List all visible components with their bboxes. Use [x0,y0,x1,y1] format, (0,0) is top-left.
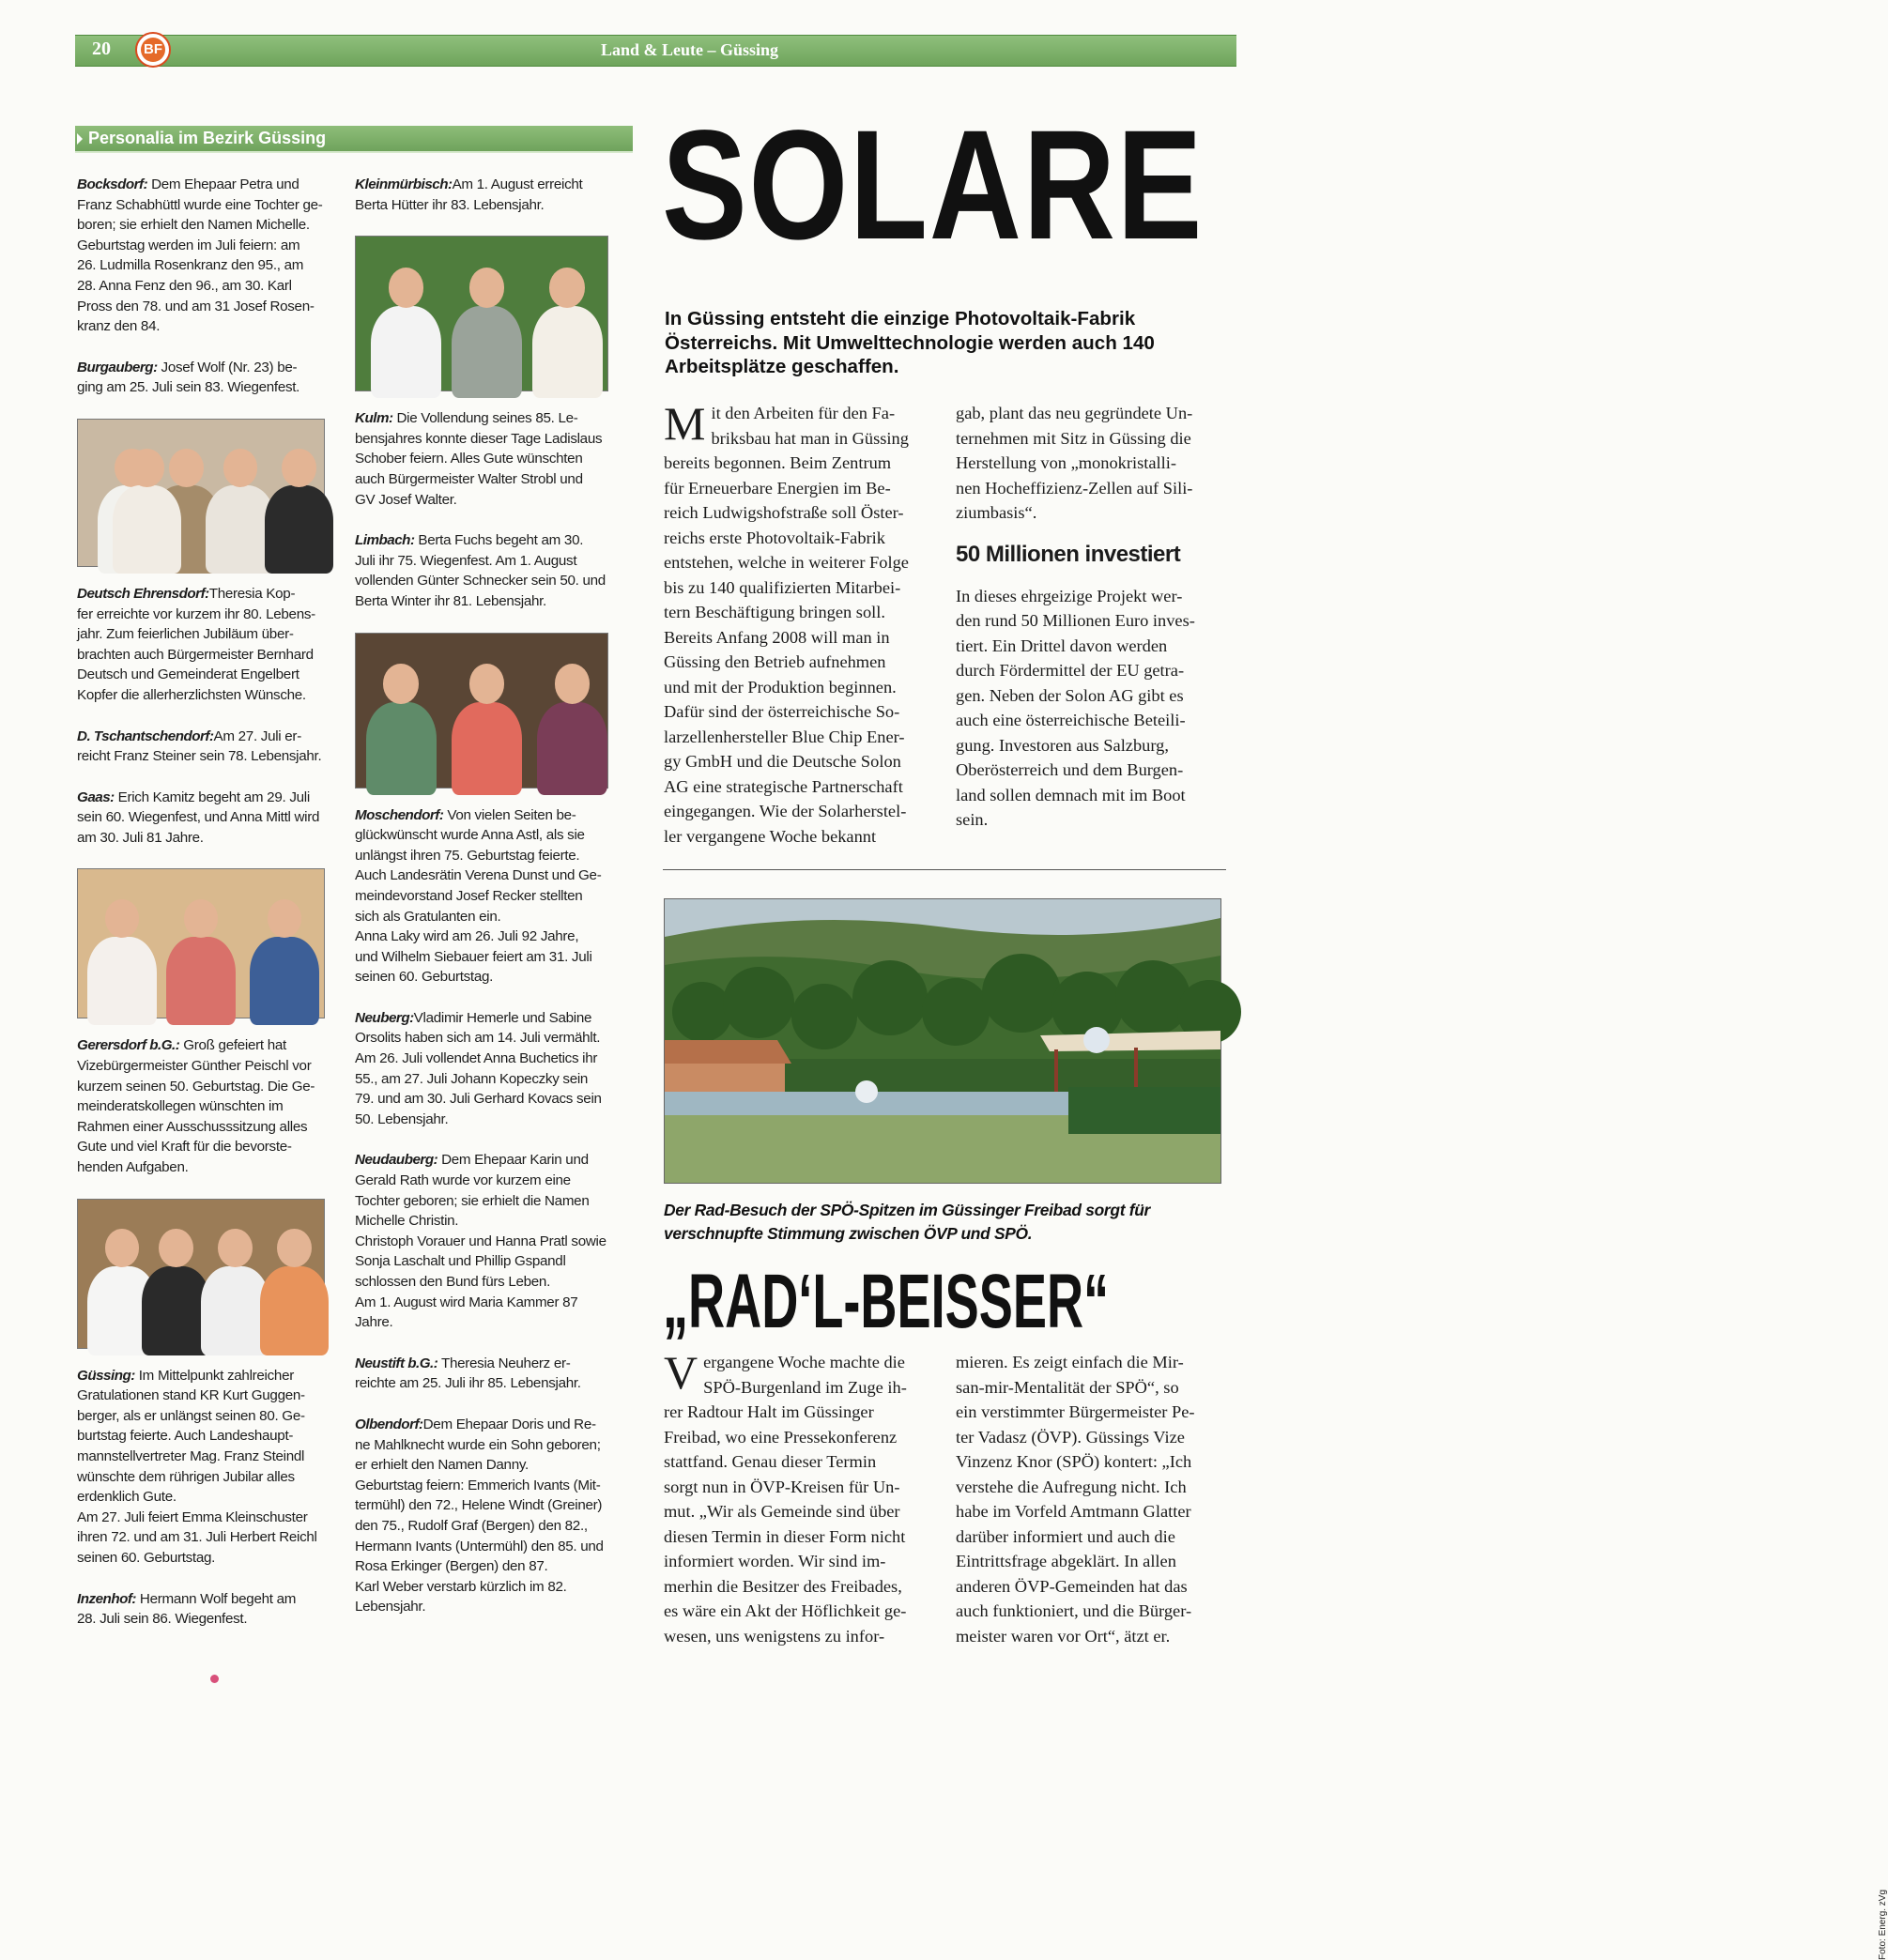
personalia-entry [77,358,325,398]
personalia-line: unlängst ihren 75. Geburtstag feierte. [355,847,580,864]
personalia-line: Neudauberg: Dem Ehepaar Karin und [355,1152,589,1169]
personalia-line: Gratulationen stand KR Kurt Guggen- [77,1387,305,1404]
personalia-line: D. Tschantschendorf:Am 27. Juli er- [77,727,301,744]
personalia-line: Kleinmürbisch:Am 1. August erreicht [355,176,583,192]
solar-line: nen Hocheffizienz-Zellen auf Sili- [956,478,1193,498]
solar-line: reichs erste Photovoltaik-Fabrik [664,528,885,547]
solar-column-1 [664,397,927,849]
radl-line: darüber informiert und auch die [956,1526,1175,1546]
radl-line: es wäre ein Akt der Höflichkeit ge- [664,1601,907,1620]
personalia-line: fer erreichte vor kurzem ihr 80. Lebens- [77,605,315,622]
personalia-line: mannstellvertreter Mag. Franz Steindl [77,1448,305,1464]
personalia-place: Limbach: [355,532,415,549]
personalia-entry [77,584,325,706]
personalia-column-2 [355,175,608,1638]
personalia-line: Güssing: Im Mittelpunkt zahlreicher [77,1367,294,1384]
personalia-line: meindevorstand Josef Recker stellten [355,887,583,904]
photo-person-head [169,449,204,487]
personalia-place: D. Tschantschendorf: [77,727,214,744]
personalia-line: Tochter geboren; sie erhielt die Namen [355,1192,590,1209]
photo-four-people [77,1199,325,1349]
personalia-place: Burgauberg: [77,359,158,375]
photo-person-head [549,268,585,308]
radl-line: ergangene Woche machte die [703,1353,905,1371]
radl-line: wesen, uns wenigstens zu infor- [664,1626,885,1646]
personalia-line: Olbendorf:Dem Ehepaar Doris und Re- [355,1416,596,1432]
photo-person-head [268,899,302,938]
radl-column-1-text [664,1346,927,1648]
solar-line: ler vergangene Woche bekannt [664,826,877,846]
solar-column-1-text [664,397,927,849]
solar-line: ziumbasis“. [956,503,1037,522]
personalia-line: 79. und am 30. Juli Gerhard Kovacs sein [355,1091,602,1108]
personalia-line: Am 26. Juli vollendet Anna Buchetics ihr [355,1050,598,1067]
photo-person [250,937,318,1026]
solar-line: sein. [956,810,989,829]
personalia-place: Neustift b.G.: [355,1355,438,1371]
photo-person-head [469,664,505,704]
solar-line: land sollen demnach mit im Boot [956,785,1186,804]
personalia-line: Bocksdorf: Dem Ehepaar Petra und [77,176,299,192]
personalia-line: Franz Schabhüttl wurde eine Tochter ge- [77,196,323,213]
personalia-line: Neuberg:Vladimir Hemerle und Sabine [355,1009,592,1026]
radl-line: Vinzenz Knor (SPÖ) kontert: „Ich [956,1452,1192,1471]
section-header-bar [75,35,1236,67]
bf-logo [135,32,171,68]
solar-line: Oberösterreich und dem Burgen- [956,760,1184,779]
personalia-place: Inzenhof: [77,1590,136,1607]
radl-line: mieren. Es zeigt einfach die Mir- [956,1353,1184,1371]
solar-line: reich Ludwigshofstraße soll Öster- [664,503,904,522]
photo-person [452,306,522,398]
radl-line: stattfand. Genau dieser Termin [664,1452,877,1471]
radl-line: diesen Termin in dieser Form nicht [664,1526,906,1546]
personalia-line: Gerald Rath wurde vor kurzem eine [355,1172,571,1189]
personalia-line: burtstag feierte. Auch Landeshaupt- [77,1428,294,1445]
pool-scene [665,899,1220,1183]
personalia-line: boren; sie erhielt den Namen Michelle. [77,217,310,234]
solar-line: Bereits Anfang 2008 will man in [664,627,890,647]
personalia-entry [77,175,325,337]
photo-person [532,306,603,398]
personalia-line: Hermann Ivants (Untermühl) den 85. und [355,1538,604,1554]
solar-line: it den Arbeiten für den Fa- [711,404,896,422]
personalia-line: Moschendorf: Von vielen Seiten be- [355,806,576,823]
personalia-line: wünschte dem rührigen Jubilar alles [77,1468,295,1485]
solar-headline: SOLARE [662,99,1205,272]
personalia-entry [355,1008,608,1130]
personalia-line: 28. Juli sein 86. Wiegenfest. [77,1611,248,1628]
solar-line: und mit der Produktion beginnen. [664,677,897,697]
personalia-title: Personalia im Bezirk Güssing [88,129,327,147]
solar-lead: In Güssing entsteht die einzige Photovoltaik-Fabrik Österreichs. Mit Umwelttechnologie werden auch 140 Arbeitsplätze geschaffen. [665,308,1155,378]
personalia-line: Kopfer die allerherzlichsten Wünsche. [77,686,306,703]
radl-line: mut. „Wir als Gemeinde sind über [664,1502,900,1521]
personalia-line: reicht Franz Steiner sein 78. Lebensjahr. [77,748,322,765]
photo-person [371,306,441,398]
personalia-line: Orsolits haben sich am 14. Juli vermählt. [355,1030,601,1047]
radl-headline: „RAD‘L-BEISSER“ [663,1259,1110,1344]
personalia-line: Neustift b.G.: Theresia Neuherz er- [355,1355,571,1371]
radl-line: ein verstimmter Bürgermeister Pe- [956,1402,1195,1421]
section-title: Land & Leute – Güssing [601,40,779,59]
photo-person-head [389,268,424,308]
solar-line: Herstellung von „monokristalli- [956,453,1176,472]
personalia-line: Kulm: Die Vollendung seines 85. Le- [355,410,578,427]
personalia-line: Auch Landesrätin Verena Dunst und Ge- [355,867,602,884]
radl-line: sorgt nun in ÖVP-Kreisen für Un- [664,1477,900,1496]
photo-person-head [218,1229,253,1267]
personalia-place: Neuberg: [355,1009,414,1026]
personalia-place: Deutsch Ehrensdorf: [77,585,209,602]
personalia-line: Michelle Christin. [355,1213,459,1230]
radl-line: rer Radtour Halt im Güssinger [664,1402,874,1421]
radl-dropcap: V [664,1346,698,1399]
photo-moschendorf [355,633,608,789]
personalia-line: ihren 72. und am 31. Juli Herbert Reichl [77,1529,317,1546]
solar-line: briksbau hat man in Güssing [711,428,909,448]
solar-column-2-text [956,401,1220,526]
photo-credit: Foto: Energ. zVg [1878,1889,1888,1960]
radl-line: ter Vadasz (ÖVP). Güssings Vize [956,1427,1185,1447]
photo-person [87,937,156,1026]
arrow-icon [77,133,83,145]
radl-line: informiert worden. Wir sind im- [664,1552,886,1570]
personalia-line: Christoph Vorauer und Hanna Pratl sowie [355,1233,606,1249]
personalia-line: Geburtstag werden im Juli feiern: am [77,237,300,253]
personalia-line: reichte am 25. Juli ihr 85. Lebensjahr. [355,1375,581,1392]
solar-dropcap: M [664,397,706,450]
personalia-column-1 [77,175,325,1650]
radl-line: san-mir-Mentalität der SPÖ“, so [956,1377,1179,1397]
personalia-place: Gerersdorf b.G.: [77,1037,180,1054]
personalia-line: vollenden Günter Schnecker sein 50. und [355,573,606,590]
photo-person [265,485,333,574]
personalia-line: Inzenhof: Hermann Wolf begeht am [77,1590,297,1607]
solar-line: gab, plant das neu gegründete Un- [956,404,1193,422]
personalia-line: Pross den 78. und am 31 Josef Rosen- [77,298,315,314]
personalia-entry [355,1354,608,1394]
personalia-line: 28. Anna Fenz den 96., am 30. Karl [77,277,292,294]
photo-person-head [277,1229,312,1267]
solar-line: AG eine strategische Partnerschaft [664,776,903,796]
radl-line: merhin die Besitzer des Freibades, [664,1576,902,1596]
solar-line: auch eine österreichische Beteili- [956,711,1186,729]
radl-line: verstehe die Aufregung nicht. Ich [956,1477,1187,1496]
personalia-line: am 30. Juli 81 Jahre. [77,829,204,846]
radl-column-2 [956,1350,1222,1648]
personalia-line: glückwünscht wurde Anna Astl, als sie [355,827,585,844]
photo-person [366,702,437,794]
personalia-line: seinen 60. Geburtstag. [77,1549,216,1566]
solar-line: gen. Neben der Solon AG gibt es [956,685,1184,705]
personalia-line: Gute und viel Kraft für die bevorste- [77,1139,292,1156]
personalia-line: sein 60. Wiegenfest, und Anna Mittl wird [77,809,320,826]
solar-column-2-text-b [956,584,1220,833]
personalia-line: Jahre. [355,1314,393,1331]
personalia-place: Kleinmürbisch: [355,176,453,192]
solar-line: Güssing den Betrieb aufnehmen [664,652,886,671]
solar-line: gy GmbH und die Deutsche Solon [664,752,901,771]
personalia-line: Anna Laky wird am 26. Juli 92 Jahre, [355,928,579,945]
personalia-line: Deutsch und Gemeinderat Engelbert [77,666,299,683]
personalia-line: termühl) den 72., Helene Windt (Greiner) [355,1497,603,1514]
personalia-entry [355,408,608,510]
personalia-line: 55., am 27. Juli Johann Kopeczky sein [355,1070,589,1087]
solar-line: den rund 50 Millionen Euro inves- [956,611,1195,630]
article-divider [663,869,1226,870]
personalia-line: er erhielt den Namen Danny. [355,1457,529,1474]
personalia-place: Güssing: [77,1367,135,1384]
personalia-line: Vizebürgermeister Günther Peischl vor [77,1058,312,1075]
photo-three-men [77,868,325,1018]
personalia-line: Limbach: Berta Fuchs begeht am 30. [355,532,584,549]
photo-person [113,485,181,574]
personalia-entry [355,805,608,988]
radl-line: anderen ÖVP-Gemeinden hat das [956,1576,1188,1596]
personalia-entry [355,530,608,611]
personalia-entry [77,1366,325,1569]
radl-line: auch funktioniert, und die Bürger- [956,1601,1192,1620]
photo-person-head [105,899,140,938]
personalia-line: Juli ihr 75. Wiegenfest. Am 1. August [355,552,577,569]
photo-person [166,937,235,1026]
personalia-line: jahr. Zum feierlichen Jubiläum über- [77,626,294,643]
personalia-place: Kulm: [355,410,393,427]
print-mark [210,1675,219,1683]
photo-person-head [159,1229,193,1267]
personalia-line: Am 27. Juli feiert Emma Kleinschuster [77,1508,308,1525]
photo-person-head [555,664,591,704]
personalia-entry [77,788,325,849]
solar-line: für Erneuerbare Energien im Be- [664,478,891,498]
photo-person-head [383,664,419,704]
radl-column-2-text [956,1350,1222,1648]
personalia-entry [77,1035,325,1177]
personalia-line: und Wilhelm Siebauer feiert am 31. Juli [355,948,592,965]
personalia-place: Moschendorf: [355,806,444,823]
personalia-entry [355,175,608,215]
solar-subhead: 50 Millionen investiert [956,541,1181,567]
solar-line: bereits begonnen. Beim Zentrum [664,453,892,472]
personalia-line: erdenklich Gute. [77,1489,177,1506]
personalia-line: auch Bürgermeister Walter Strobl und [355,470,583,487]
radl-line: meister waren vor Ort“, ätzt er. [956,1626,1171,1646]
personalia-line: Gaas: Erich Kamitz begeht am 29. Juli [77,789,310,805]
personalia-line: Deutsch Ehrensdorf:Theresia Kop- [77,585,296,602]
solar-line: gung. Investoren aus Salzburg, [956,735,1169,755]
solar-column-2 [956,401,1220,833]
photo-person [452,702,522,794]
personalia-line: Rosa Erkinger (Bergen) den 87. [355,1558,548,1575]
personalia-line: Am 1. August wird Maria Kammer 87 [355,1294,578,1310]
personalia-place: Gaas: [77,789,115,805]
solar-line: larzellenhersteller Blue Chip Ener- [664,727,905,746]
personalia-line: Berta Winter ihr 81. Lebensjahr. [355,592,546,609]
solar-line: Dafür sind der österreichische So- [664,702,900,721]
personalia-place: Bocksdorf: [77,176,148,192]
personalia-line: Lebensjahr. [355,1599,426,1615]
personalia-line: seinen 60. Geburtstag. [355,969,494,986]
personalia-line: ne Mahlknecht wurde ein Sohn geboren; [355,1436,601,1453]
photo-person [537,702,607,794]
personalia-line: Geburtstag feiern: Emmerich Ivants (Mit- [355,1477,601,1493]
personalia-line: GV Josef Walter. [355,491,457,508]
personalia-line: Schober feiern. Alles Gute wünschten [355,451,583,467]
personalia-line: Burgauberg: Josef Wolf (Nr. 23) be- [77,359,298,375]
solar-line: bis zu 140 qualifizierten Mitarbei- [664,577,901,597]
personalia-line: berger, als er unlängst seinen 80. Ge- [77,1407,305,1424]
radl-column-1 [664,1346,927,1648]
radl-line: SPÖ-Burgenland im Zuge ih- [703,1377,907,1397]
personalia-line: Karl Weber verstarb kürzlich im 82. [355,1578,567,1595]
personalia-entry [77,727,325,767]
photo-person-head [223,449,258,487]
personalia-line: Rahmen einer Ausschusssitzung alles [77,1118,308,1135]
solar-line: In dieses ehrgeizige Projekt wer- [956,586,1183,605]
personalia-place: Neudauberg: [355,1152,438,1169]
solar-line: eingegangen. Wie der Solarherstel- [664,802,907,820]
personalia-entry [355,1150,608,1332]
solar-line: entstehen, welche in weiterer Folge [664,553,909,572]
photo-person-head [282,449,316,487]
solar-line: durch Fördermittel der EU getra- [956,661,1185,680]
personalia-entry [77,1589,325,1630]
personalia-line: kurzem seinen 50. Geburtstag. Die Ge- [77,1078,315,1095]
solar-line: tiert. Ein Drittel davon werden [956,635,1168,655]
personalia-line: henden Aufgaben. [77,1159,189,1176]
personalia-line: meinderatskollegen wünschten im [77,1098,284,1115]
personalia-line: schlossen den Bund fürs Leben. [355,1274,550,1290]
solar-line: tern Beschäftigung bringen soll. [664,603,885,621]
personalia-line: Berta Hütter ihr 83. Lebensjahr. [355,196,545,213]
personalia-line: 26. Ludmilla Rosenkranz den 95., am [77,257,304,274]
solar-line: ternehmen mit Sitz in Güssing die [956,428,1191,448]
photo-kulm-men [355,236,608,391]
personalia-entry [355,1415,608,1617]
photo-person-head [105,1229,140,1267]
bf-logo-text: BF [141,38,165,62]
personalia-line: den 75., Rudolf Graf (Bergen) den 82., [355,1517,588,1534]
personalia-line: ging am 25. Juli sein 83. Wiegenfest. [77,379,300,396]
personalia-line: brachten auch Bürgermeister Bernhard [77,646,314,663]
personalia-place: Olbendorf: [355,1416,423,1432]
radl-line: Freibad, wo eine Pressekonferenz [664,1427,898,1447]
personalia-line: 50. Lebensjahr. [355,1110,449,1127]
photo-caption: Der Rad-Besuch der SPÖ-Spitzen im Güssinger Freibad sorgt für verschnupfte Stimmung zwischen ÖVP und SPÖ. [664,1201,1151,1243]
radl-line: Eintrittsfrage abgeklärt. In allen [956,1552,1176,1570]
personalia-line: bensjahres konnte dieser Tage Ladislaus [355,430,603,447]
personalia-title-bar [75,126,633,153]
radl-line: habe im Vorfeld Amtmann Glatter [956,1502,1191,1521]
photo-person-head [130,449,164,487]
page-number: 20 [92,38,111,59]
photo-person [260,1266,329,1355]
photo-person-head [184,899,219,938]
photo-family-birthday [77,419,325,567]
personalia-line: Gerersdorf b.G.: Groß gefeiert hat [77,1037,286,1054]
personalia-line: kranz den 84. [77,318,161,335]
photo-person-head [469,268,505,308]
personalia-line: sich als Gratulanten ein. [355,908,501,925]
personalia-line: Sonja Laschalt und Phillip Gspandl [355,1253,566,1270]
